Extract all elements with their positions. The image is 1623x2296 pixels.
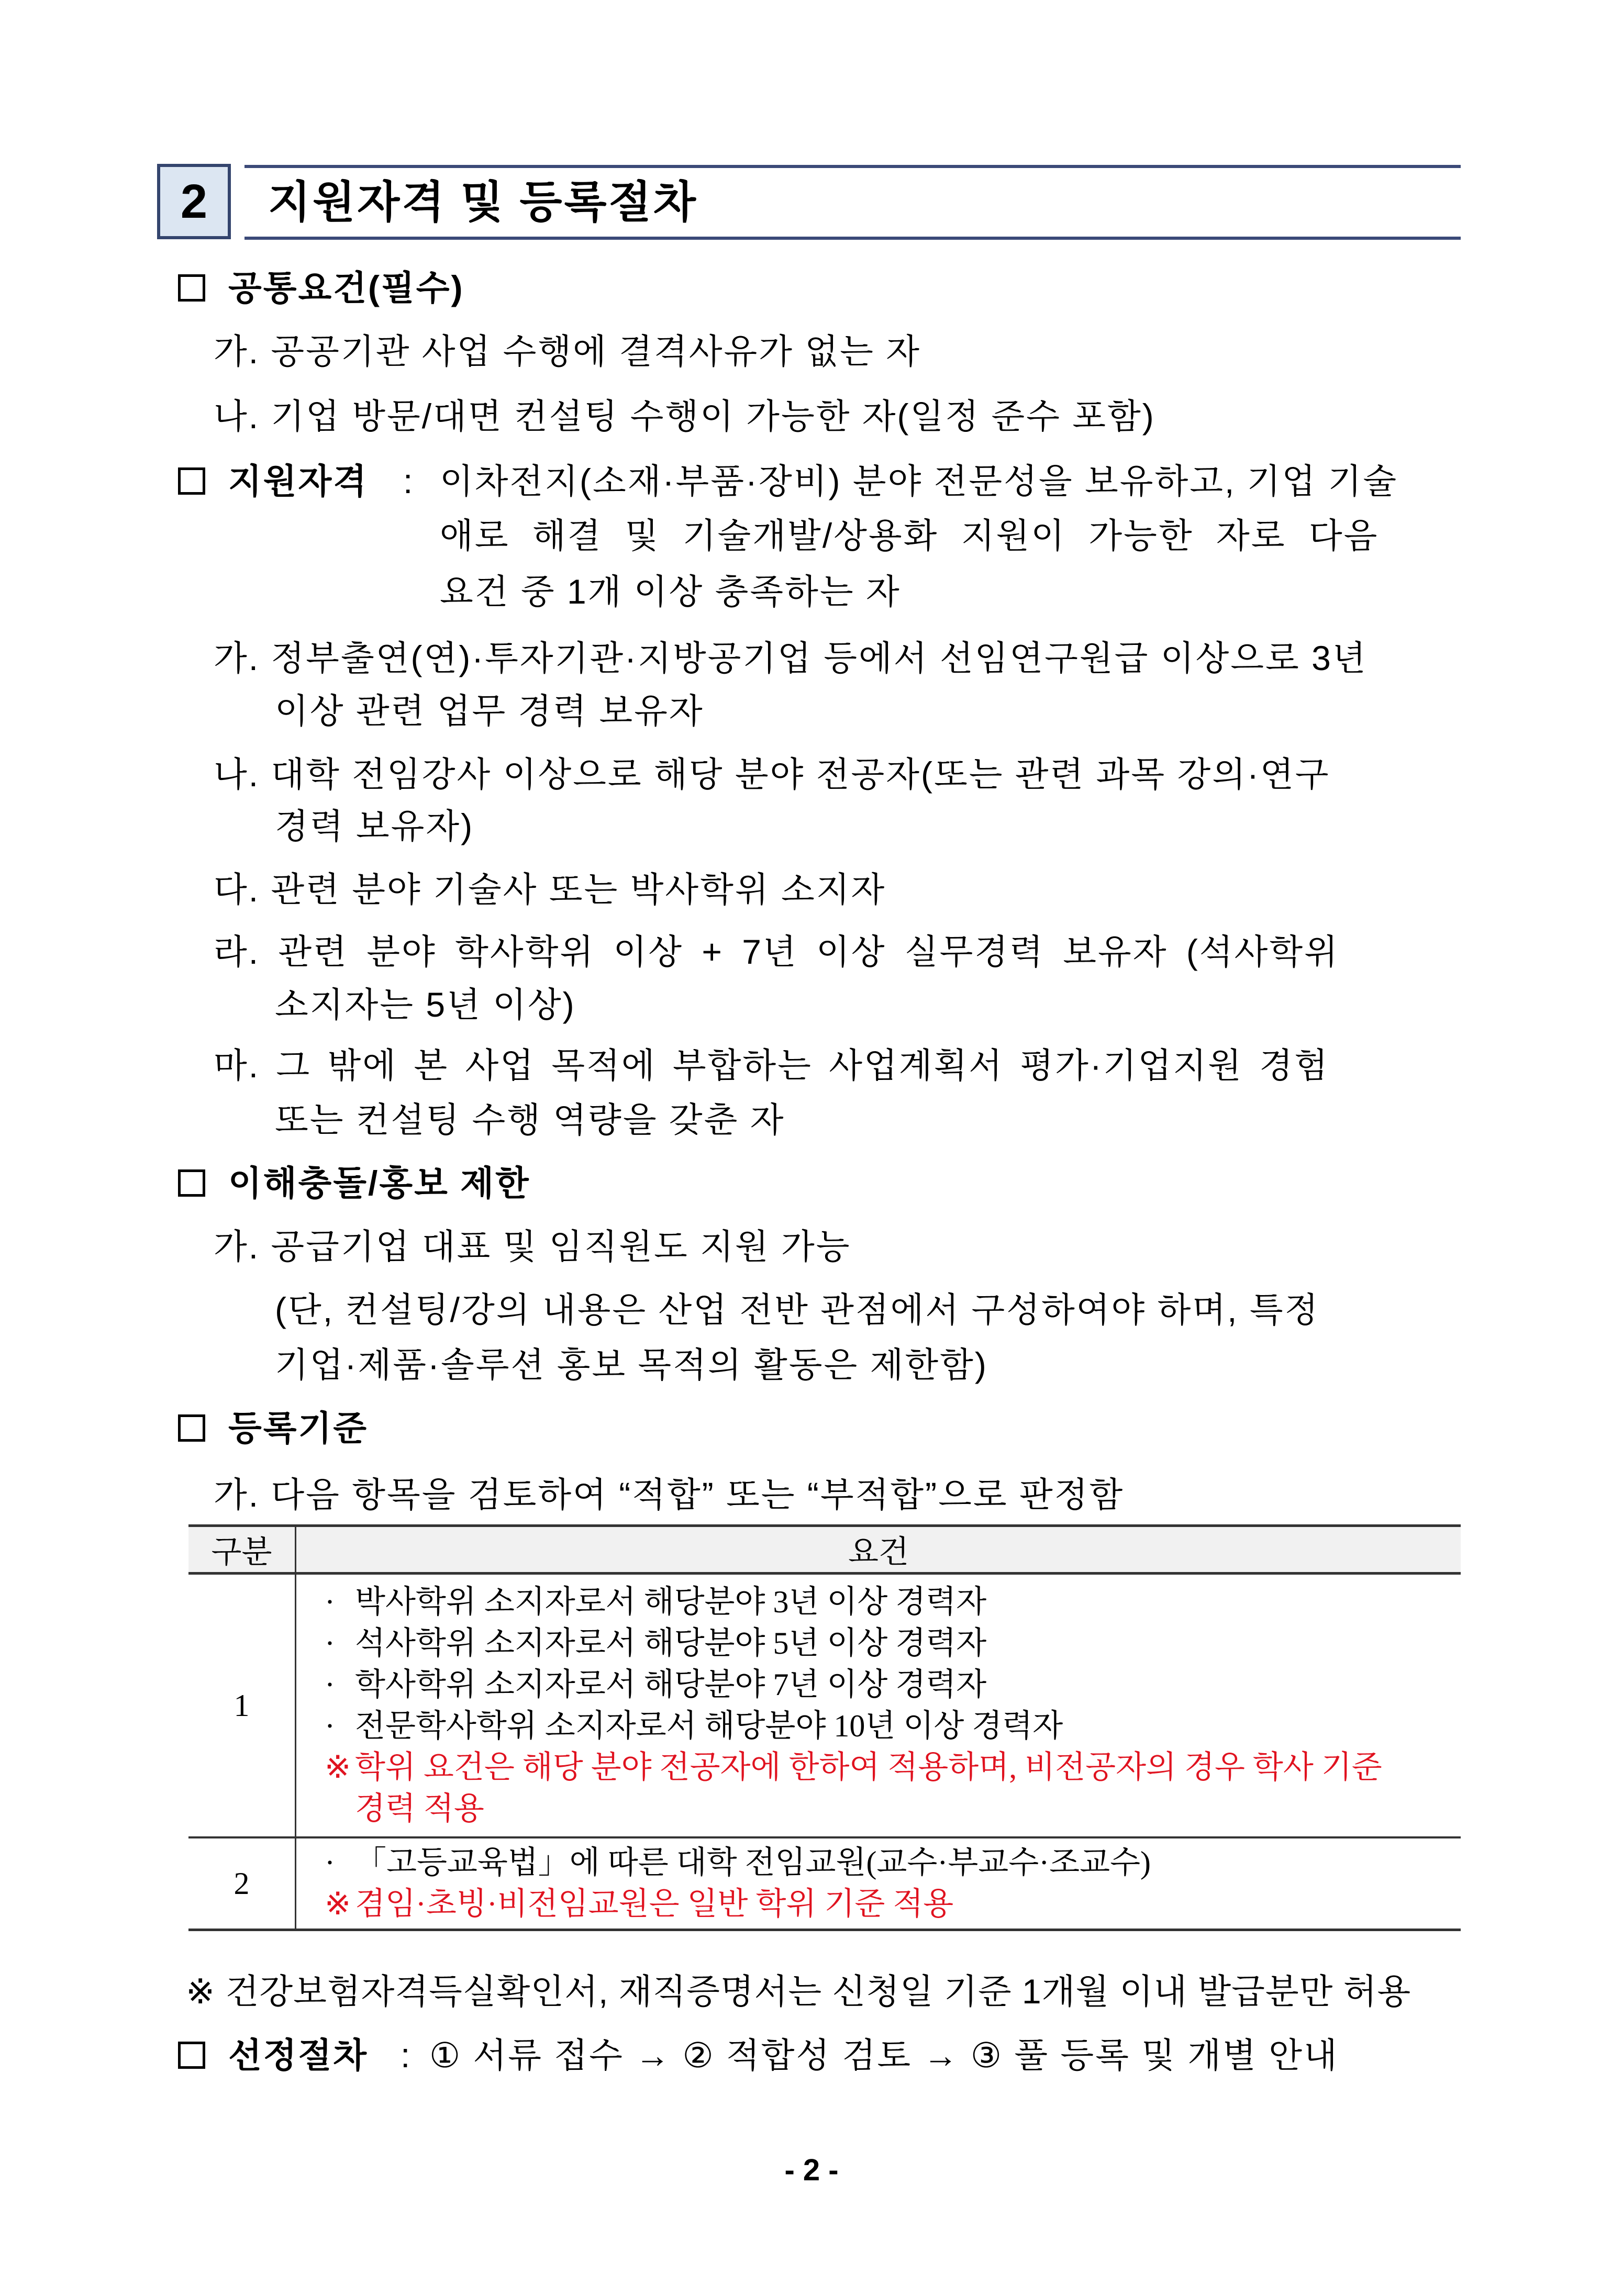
checkbox-square-icon — [178, 274, 205, 302]
row-requirements — [296, 1837, 1461, 1930]
bullet-text: 학사학위 소지자로서 해당분야 7년 이상 경력자 — [355, 1667, 987, 1702]
requirement-bullet — [296, 1664, 1461, 1706]
list-item: 가. 다음 항목을 검토하여 “적합” 또는 “부적합”으로 판정함 — [214, 1475, 1125, 1514]
bullet-text: 박사학위 소지자로서 해당분야 3년 이상 경력자 — [355, 1585, 987, 1619]
conflict-note-line: 기업·제품·솔루션 홍보 목적의 활동은 제한함) — [275, 1345, 988, 1384]
heading-qualifications — [178, 460, 368, 502]
reference-mark-icon: ※ — [325, 1887, 351, 1921]
bullet-text: 「고등교육법」에 따른 대학 전임교원(교수·부교수·조교수) — [355, 1845, 1151, 1880]
document-validity-note: ※ 건강보험자격득실확인서, 재직증명서는 신청일 기준 1개월 이내 발급분만 허용 — [186, 1972, 1411, 2011]
heading-common-requirements — [178, 267, 464, 309]
checkbox-square-icon — [178, 2042, 205, 2069]
qualifications-intro-line — [440, 460, 1476, 502]
list-item: 가. 정부출연(연)·투자기관·지방공기업 등에서 선임연구원급 이상으로 3년 — [214, 639, 1368, 677]
list-item-continuation: 경력 보유자) — [275, 807, 474, 845]
list-item: 다. 관련 분야 기술사 또는 박사학위 소지자 — [214, 870, 886, 909]
qualifications-intro-line: 애로 해결 및 기술개발/상용화 지원이 가능한 자로 다음 — [440, 516, 1379, 555]
bullet-text: 석사학위 소지자로서 해당분야 5년 이상 경력자 — [355, 1626, 987, 1660]
requirement-bullet — [296, 1581, 1461, 1623]
note-text: 학위 요건은 해당 분야 전공자에 한하여 적용하며, 비전공자의 경우 학사 기준 — [355, 1750, 1382, 1785]
bullet-text: 전문학사학위 소지자로서 해당분야 10년 이상 경력자 — [355, 1709, 1063, 1743]
checkbox-square-icon — [178, 467, 205, 495]
separator-colon: : — [403, 462, 415, 500]
list-item: 나. 기업 방문/대면 컨설팅 수행이 가능한 자(일정 준수 포함) — [214, 397, 1155, 436]
row-category: 1 — [188, 1574, 296, 1838]
list-item: 마. 그 밖에 본 사업 목적에 부합하는 사업계획서 평가·기업지원 경험 — [214, 1046, 1329, 1085]
list-item: 가. 공급기업 대표 및 임직원도 지원 가능 — [214, 1227, 851, 1266]
heading-label: 선정절차 — [228, 2036, 369, 2075]
requirement-note-continuation: 경력 적용 — [355, 1791, 484, 1826]
row-requirements — [296, 1574, 1461, 1838]
requirement-bullet — [296, 1623, 1461, 1664]
checkbox-square-icon — [178, 1414, 205, 1442]
list-item: 나. 대학 전임강사 이상으로 해당 분야 전공자(또는 관련 과목 강의·연구 — [214, 755, 1330, 794]
page-number: - 2 - — [784, 2153, 839, 2187]
bullet-dot-icon: · — [325, 1845, 335, 1880]
intro-text: 이차전지(소재·부품·장비) 분야 전문성을 보유하고, 기업 기술 — [440, 462, 1398, 500]
bullet-dot-icon: · — [325, 1709, 335, 1743]
section-header-top-rule — [244, 165, 1461, 168]
list-item-continuation: 또는 컨설팅 수행 역량을 갖춘 자 — [275, 1100, 785, 1139]
row-category: 2 — [188, 1837, 296, 1930]
qualifications-intro-line: 요건 중 1개 이상 충족하는 자 — [440, 572, 901, 611]
requirement-bullet — [296, 1706, 1461, 1747]
registration-criteria-table — [188, 1524, 1461, 1931]
checkbox-square-icon — [178, 1169, 205, 1197]
requirement-bullet — [296, 1842, 1461, 1883]
heading-label: 공통요건(필수) — [228, 269, 464, 307]
heading-label: 등록기준 — [228, 1409, 369, 1447]
heading-label: 지원자격 — [228, 462, 369, 500]
heading-registration — [178, 1407, 368, 1449]
section-header-bottom-rule — [244, 237, 1461, 240]
list-item-continuation: 이상 관련 업무 경력 보유자 — [275, 692, 704, 730]
selection-steps: ① 서류 접수 → ② 적합성 검토 → ③ 풀 등록 및 개별 안내 — [429, 2036, 1339, 2075]
column-header-category: 구분 — [188, 1526, 296, 1574]
requirement-note — [296, 1747, 1461, 1788]
table-row — [188, 1837, 1461, 1930]
section-number-box — [157, 164, 231, 239]
list-item: 가. 공공기관 사업 수행에 결격사유가 없는 자 — [214, 332, 921, 371]
heading-selection — [178, 2034, 368, 2076]
bullet-dot-icon: · — [325, 1667, 335, 1702]
section-title: 지원자격 및 등록절차 — [268, 177, 698, 227]
heading-label: 이해충돌/홍보 제한 — [228, 1164, 530, 1202]
list-item-continuation: 소지자는 5년 이상) — [275, 985, 576, 1024]
bullet-dot-icon: · — [325, 1626, 335, 1660]
bullet-dot-icon: · — [325, 1585, 335, 1619]
table-row — [188, 1574, 1461, 1838]
table-header-row — [188, 1526, 1461, 1574]
separator-colon: : — [401, 2036, 412, 2075]
heading-conflict — [178, 1162, 530, 1204]
requirement-note — [296, 1883, 1461, 1925]
note-text: 겸임·초빙·비전임교원은 일반 학위 기준 적용 — [355, 1887, 954, 1921]
conflict-note-line: (단, 컨설팅/강의 내용은 산업 전반 관점에서 구성하여야 하며, 특정 — [275, 1290, 1320, 1329]
list-item: 라. 관련 분야 학사학위 이상 + 7년 이상 실무경력 보유자 (석사학위 — [214, 932, 1339, 971]
section-number: 2 — [180, 174, 208, 228]
column-header-requirements: 요건 — [296, 1526, 1461, 1574]
reference-mark-icon: ※ — [325, 1750, 351, 1785]
